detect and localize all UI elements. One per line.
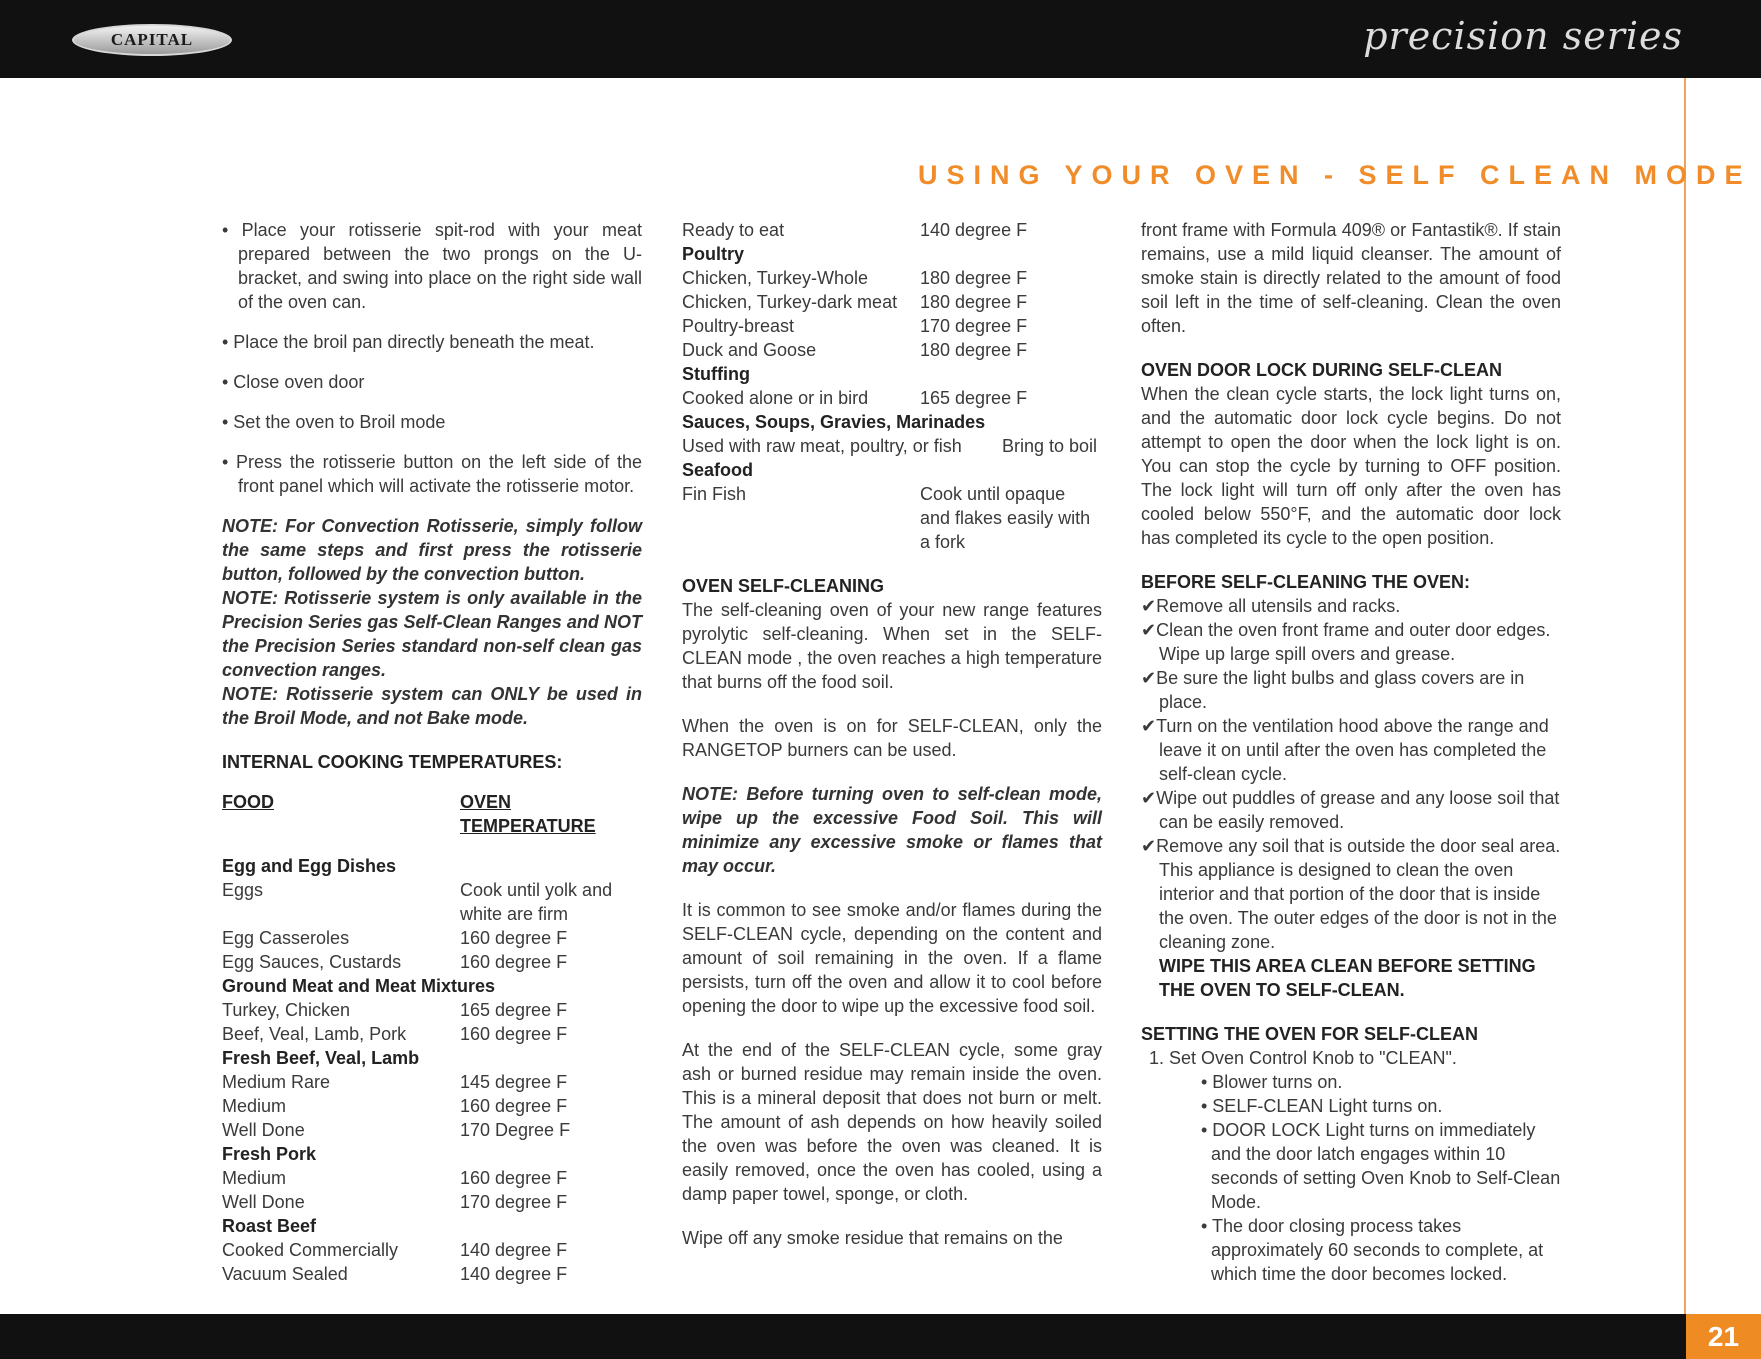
food-cell: Medium (222, 1168, 287, 1188)
temp-cell: 160 degree F (460, 952, 568, 972)
step-bullets (1141, 1070, 1561, 1286)
table-row (682, 314, 1102, 338)
table-row (222, 1190, 642, 1214)
food-column-header: FOOD (222, 792, 274, 812)
column-2 (682, 218, 1102, 1250)
step-item: 1. Set Oven Control Knob to "CLEAN". (1149, 1048, 1457, 1068)
temp-cell: 170 Degree F (460, 1120, 571, 1140)
group-title: Egg and Egg Dishes (222, 856, 397, 876)
table-row (222, 1094, 642, 1118)
bottom-bar (0, 1314, 1761, 1359)
bullet: • Press the rotisserie button on the left side of the front panel which will activate the rotisserie motor. (222, 452, 642, 496)
door-lock-heading: OVEN DOOR LOCK DURING SELF-CLEAN (1141, 360, 1503, 380)
note: NOTE: Rotisserie system can ONLY be used in the Broil Mode, and not Bake mode. (222, 684, 642, 728)
column-1 (222, 218, 642, 1286)
food-cell: Vacuum Sealed (222, 1264, 348, 1284)
temp-cell: 145 degree F (460, 1072, 568, 1092)
table-header (222, 790, 642, 838)
temp-cell: 180 degree F (920, 268, 1028, 288)
checklist-item: ✔Remove any soil that is outside the door seal area. This appliance is designed to clean the oven interior and that portion of the door that is inside the oven. The outer edges of the door is not in the cleaning zone. (1141, 836, 1561, 952)
food-cell: Cooked Commercially (222, 1240, 399, 1260)
table-row: Fin Fish Cook until opaque and flakes easily with a fork (682, 484, 1091, 552)
margin-rule (1684, 78, 1686, 1314)
paragraph: The self-cleaning oven of your new range features pyrolytic self-cleaning. When set in the SELF-CLEAN mode , the oven reaches a high temperature that burns off the food soil. (682, 600, 1102, 692)
paragraph: At the end of the SELF-CLEAN cycle, some gray ash or burned residue may remain inside the oven. This is a mineral deposit that does not burn or melt. The amount of ash depends on how heavily soiled the oven was before the oven was cleaned. It is easily removed, once the oven has cooled, using a damp paper towel, sponge, or cloth. (682, 1040, 1102, 1204)
food-cell: Well Done (222, 1120, 305, 1140)
section-title: USING YOUR OVEN - SELF CLEAN MODE (918, 160, 1752, 190)
bullet: • Close oven door (222, 372, 365, 392)
food-cell: Eggs (222, 880, 264, 900)
food-cell: Chicken, Turkey-dark meat (682, 292, 898, 312)
table-row (222, 1166, 642, 1190)
food-cell: Beef, Veal, Lamb, Pork (222, 1024, 407, 1044)
food-cell: Egg Sauces, Custards (222, 952, 402, 972)
group-title: Seafood (682, 460, 754, 480)
food-cell: Duck and Goose (682, 340, 817, 360)
checklist-item: ✔Be sure the light bulbs and glass covers are in place. (1141, 668, 1525, 712)
paragraph: It is common to see smoke and/or flames during the SELF-CLEAN cycle, depending on the content and amount of soil remaining in the oven. If a flame persists, turn off the oven and allow it to cool before opening the door to wipe up the excessive food soil. (682, 900, 1102, 1016)
checklist (1141, 594, 1561, 954)
temp-cell: 160 degree F (460, 928, 568, 948)
table-row (222, 998, 642, 1022)
table-row: Used with raw meat, poultry, or fish Bring to boil (682, 436, 1098, 456)
table-row (222, 1022, 642, 1046)
wipe-warning: WIPE THIS AREA CLEAN BEFORE SETTING THE OVEN TO SELF-CLEAN. (1159, 956, 1536, 1000)
temp-cell: 140 degree F (460, 1240, 568, 1260)
bullet: • Set the oven to Broil mode (222, 412, 446, 432)
note: NOTE: Rotisserie system is only available in the Precision Series gas Self-Clean Ranges and NOT the Precision Series standard non-self clean gas convection ranges. (222, 588, 642, 680)
food-cell: Medium Rare (222, 1072, 331, 1092)
food-cell: Turkey, Chicken (222, 1000, 351, 1020)
temp-cell: 180 degree F (920, 340, 1028, 360)
setting-heading: SETTING THE OVEN FOR SELF-CLEAN (1141, 1024, 1479, 1044)
temperature-table (222, 854, 642, 1286)
table-row (222, 878, 642, 926)
checklist-item: ✔Remove all utensils and racks. (1141, 596, 1401, 616)
table-row (222, 950, 642, 974)
page-number: 21 (1686, 1314, 1761, 1359)
food-cell: Egg Casseroles (222, 928, 350, 948)
column-3 (1141, 218, 1561, 1286)
temp-cell: 180 degree F (920, 292, 1028, 312)
checklist-item: ✔Turn on the ventilation hood above the range and leave it on until after the oven has completed the self-clean cycle. (1141, 716, 1549, 784)
food-cell: Medium (222, 1096, 287, 1116)
table-row (222, 926, 642, 950)
temp-cell: 170 degree F (460, 1192, 568, 1212)
table-row (222, 1238, 642, 1262)
paragraph: When the clean cycle starts, the lock light turns on, and the automatic door lock cycle begins. Do not attempt to open the door when the lock light is on. You can stop the cycle by turning to OFF position. The lock light will turn off only after the oven has cooled below 550°F, and the automatic door lock has completed its cycle to the open position. (1141, 384, 1561, 548)
food-cell: Well Done (222, 1192, 305, 1212)
temp-cell: 140 degree F (460, 1264, 568, 1284)
temp-column-header: OVEN TEMPERATURE (460, 792, 596, 836)
table-row (682, 266, 1102, 290)
paragraph: Wipe off any smoke residue that remains on the (682, 1228, 1063, 1248)
table-row (682, 338, 1102, 362)
checklist-item: ✔Clean the oven front frame and outer door edges. Wipe up large spill overs and grease. (1141, 620, 1551, 664)
top-bar (0, 0, 1761, 78)
table-row (222, 1070, 642, 1094)
self-clean-heading: OVEN SELF-CLEANING (682, 576, 885, 596)
temp-cell: Cook until yolk and white are firm (460, 880, 613, 924)
table-row (222, 1262, 642, 1286)
bullet: • Place your rotisserie spit-rod with your meat prepared between the two prongs on the U-bracket, and swing into place on the right side wall of the oven can. (222, 220, 642, 312)
step-bullet: • DOOR LOCK Light turns on immediately and the door latch engages within 10 seconds of setting Oven Knob to Self-Clean Mode. (1201, 1120, 1561, 1212)
series-tagline: precision series (1363, 14, 1683, 58)
table-row: Cooked alone or in bird 165 degree F (682, 388, 1028, 408)
food-cell: Chicken, Turkey-Whole (682, 268, 869, 288)
temp-cell: 160 degree F (460, 1168, 568, 1188)
before-clean-heading: BEFORE SELF-CLEANING THE OVEN: (1141, 572, 1471, 592)
table-row (222, 1118, 642, 1142)
group-title: Roast Beef (222, 1216, 317, 1236)
brand-logo: CAPITAL (72, 24, 232, 56)
table-row (682, 290, 1102, 314)
group-title: Poultry (682, 244, 745, 264)
temp-cell: 170 degree F (920, 316, 1028, 336)
step-bullet: • SELF-CLEAN Light turns on. (1201, 1096, 1443, 1116)
step-bullet: • The door closing process takes approximately 60 seconds to complete, at which time the door becomes locked. (1201, 1216, 1544, 1284)
food-cell: Poultry-breast (682, 316, 795, 336)
temp-cell: 160 degree F (460, 1024, 568, 1044)
group-title: Ground Meat and Meat Mixtures (222, 976, 496, 996)
note: NOTE: For Convection Rotisserie, simply follow the same steps and first press the rotisserie button, followed by the convection button. (222, 516, 642, 584)
group-title: Stuffing (682, 364, 750, 384)
group-title: Sauces, Soups, Gravies, Marinades (682, 412, 986, 432)
table-row: Ready to eat 140 degree F (682, 220, 1028, 240)
temp-cell: 160 degree F (460, 1096, 568, 1116)
paragraph: front frame with Formula 409® or Fantastik®. If stain remains, use a mild liquid cleanser. The amount of smoke stain is directly related to the amount of food soil left in the time of self-cleaning. Clean the oven often. (1141, 220, 1561, 336)
note: NOTE: Before turning oven to self-clean mode, wipe up the excessive Food Soil. This will minimize any excessive smoke or flames that may occur. (682, 784, 1102, 876)
bullet: • Place the broil pan directly beneath the meat. (222, 332, 595, 352)
step-bullet: • Blower turns on. (1201, 1072, 1343, 1092)
group-title: Fresh Pork (222, 1144, 317, 1164)
checklist-item: ✔Wipe out puddles of grease and any loose soil that can be easily removed. (1141, 788, 1560, 832)
temps-heading: INTERNAL COOKING TEMPERATURES: (222, 752, 563, 772)
temp-cell: 165 degree F (460, 1000, 568, 1020)
group-title: Fresh Beef, Veal, Lamb (222, 1048, 420, 1068)
paragraph: When the oven is on for SELF-CLEAN, only the RANGETOP burners can be used. (682, 716, 1102, 760)
